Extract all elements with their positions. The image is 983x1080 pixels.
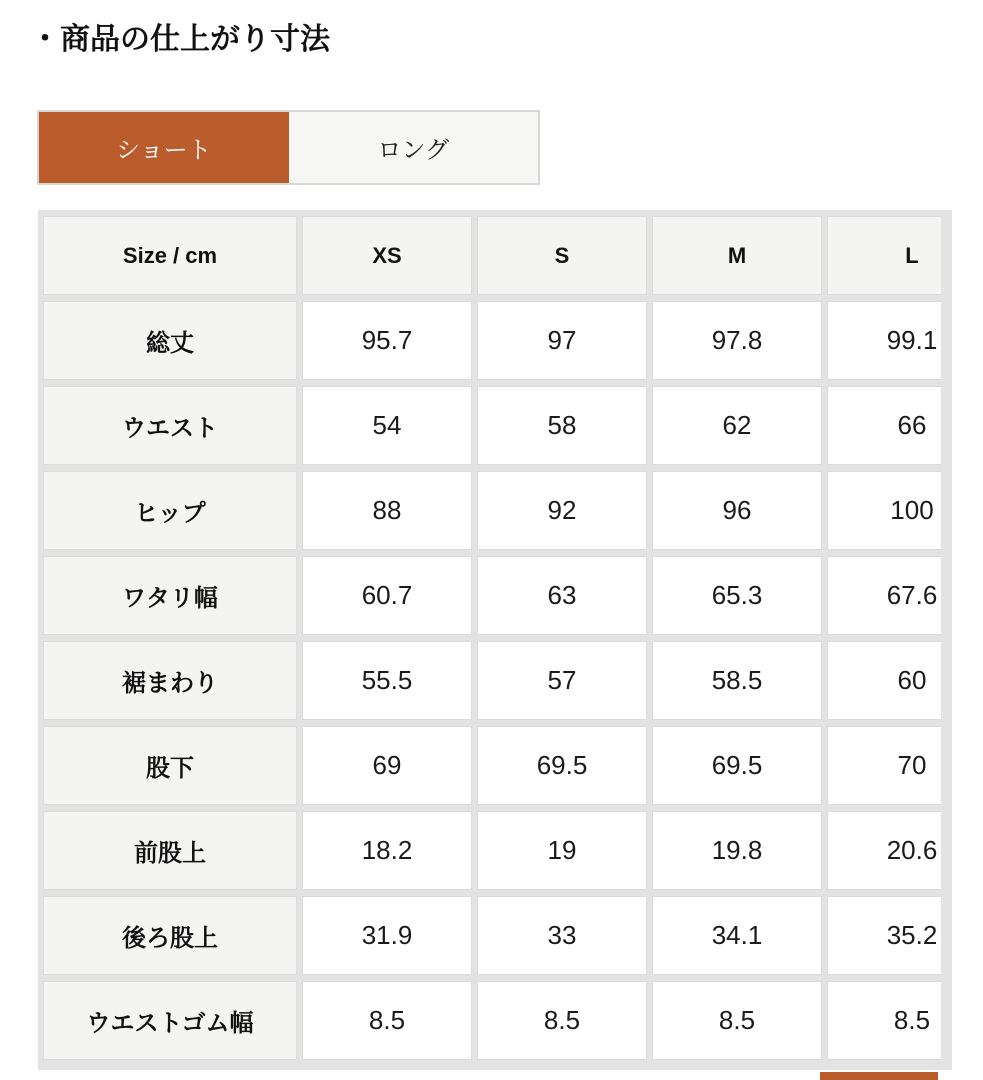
table-row — [43, 386, 941, 465]
size-value-cell: 33 — [477, 896, 647, 975]
tab-short[interactable]: ショート — [39, 112, 289, 183]
row-header: ワタリ幅 — [43, 556, 297, 635]
size-value-cell: 60.7 — [302, 556, 472, 635]
column-header-m: M — [652, 216, 822, 295]
column-header-xs: XS — [302, 216, 472, 295]
size-value-cell: 88 — [302, 471, 472, 550]
row-header: ウエストゴム幅 — [43, 981, 297, 1060]
size-value-cell: 69 — [302, 726, 472, 805]
row-header: 前股上 — [43, 811, 297, 890]
size-value-cell: 8.5 — [302, 981, 472, 1060]
size-value-cell: 20.6 — [827, 811, 941, 890]
size-value-cell: 19 — [477, 811, 647, 890]
table-row — [43, 301, 941, 380]
table-row — [43, 896, 941, 975]
size-unit-header: Size / cm — [43, 216, 297, 295]
size-value-cell: 58.5 — [652, 641, 822, 720]
size-value-cell: 18.2 — [302, 811, 472, 890]
size-value-cell: 97.8 — [652, 301, 822, 380]
table-row — [43, 556, 941, 635]
size-value-cell: 35.2 — [827, 896, 941, 975]
table-row — [43, 471, 941, 550]
table-row — [43, 811, 941, 890]
size-value-cell: 54 — [302, 386, 472, 465]
size-value-cell: 92 — [477, 471, 647, 550]
size-value-cell: 8.5 — [652, 981, 822, 1060]
size-value-cell: 66 — [827, 386, 941, 465]
size-value-cell: 99.1 — [827, 301, 941, 380]
row-header: 裾まわり — [43, 641, 297, 720]
table-row — [43, 726, 941, 805]
size-value-cell: 97 — [477, 301, 647, 380]
size-value-cell: 31.9 — [302, 896, 472, 975]
section-title: ・商品の仕上がり寸法 — [30, 23, 330, 56]
size-value-cell: 8.5 — [477, 981, 647, 1060]
size-value-cell: 62 — [652, 386, 822, 465]
size-value-cell: 8.5 — [827, 981, 941, 1060]
row-header: 後ろ股上 — [43, 896, 297, 975]
tab-long[interactable]: ロング — [377, 137, 450, 164]
size-value-cell: 69.5 — [477, 726, 647, 805]
row-header: 総丈 — [43, 301, 297, 380]
size-value-cell: 67.6 — [827, 556, 941, 635]
size-table-container — [38, 210, 952, 1070]
table-row — [43, 641, 941, 720]
size-value-cell: 19.8 — [652, 811, 822, 890]
column-header-l: L — [827, 216, 941, 295]
size-value-cell: 55.5 — [302, 641, 472, 720]
size-table-scroll-area[interactable] — [38, 210, 941, 1070]
size-value-cell: 63 — [477, 556, 647, 635]
size-value-cell: 58 — [477, 386, 647, 465]
horizontal-scrollbar-thumb[interactable] — [820, 1072, 938, 1080]
row-header: ヒップ — [43, 471, 297, 550]
size-value-cell: 100 — [827, 471, 941, 550]
size-value-cell: 96 — [652, 471, 822, 550]
column-header-s: S — [477, 216, 647, 295]
size-table — [38, 210, 941, 1066]
length-tab-group — [37, 110, 540, 185]
row-header: ウエスト — [43, 386, 297, 465]
table-row — [43, 981, 941, 1060]
size-value-cell: 70 — [827, 726, 941, 805]
row-header: 股下 — [43, 726, 297, 805]
size-value-cell: 95.7 — [302, 301, 472, 380]
size-value-cell: 65.3 — [652, 556, 822, 635]
size-value-cell: 34.1 — [652, 896, 822, 975]
size-value-cell: 69.5 — [652, 726, 822, 805]
size-value-cell: 57 — [477, 641, 647, 720]
size-value-cell: 60 — [827, 641, 941, 720]
table-header-row — [43, 216, 941, 295]
